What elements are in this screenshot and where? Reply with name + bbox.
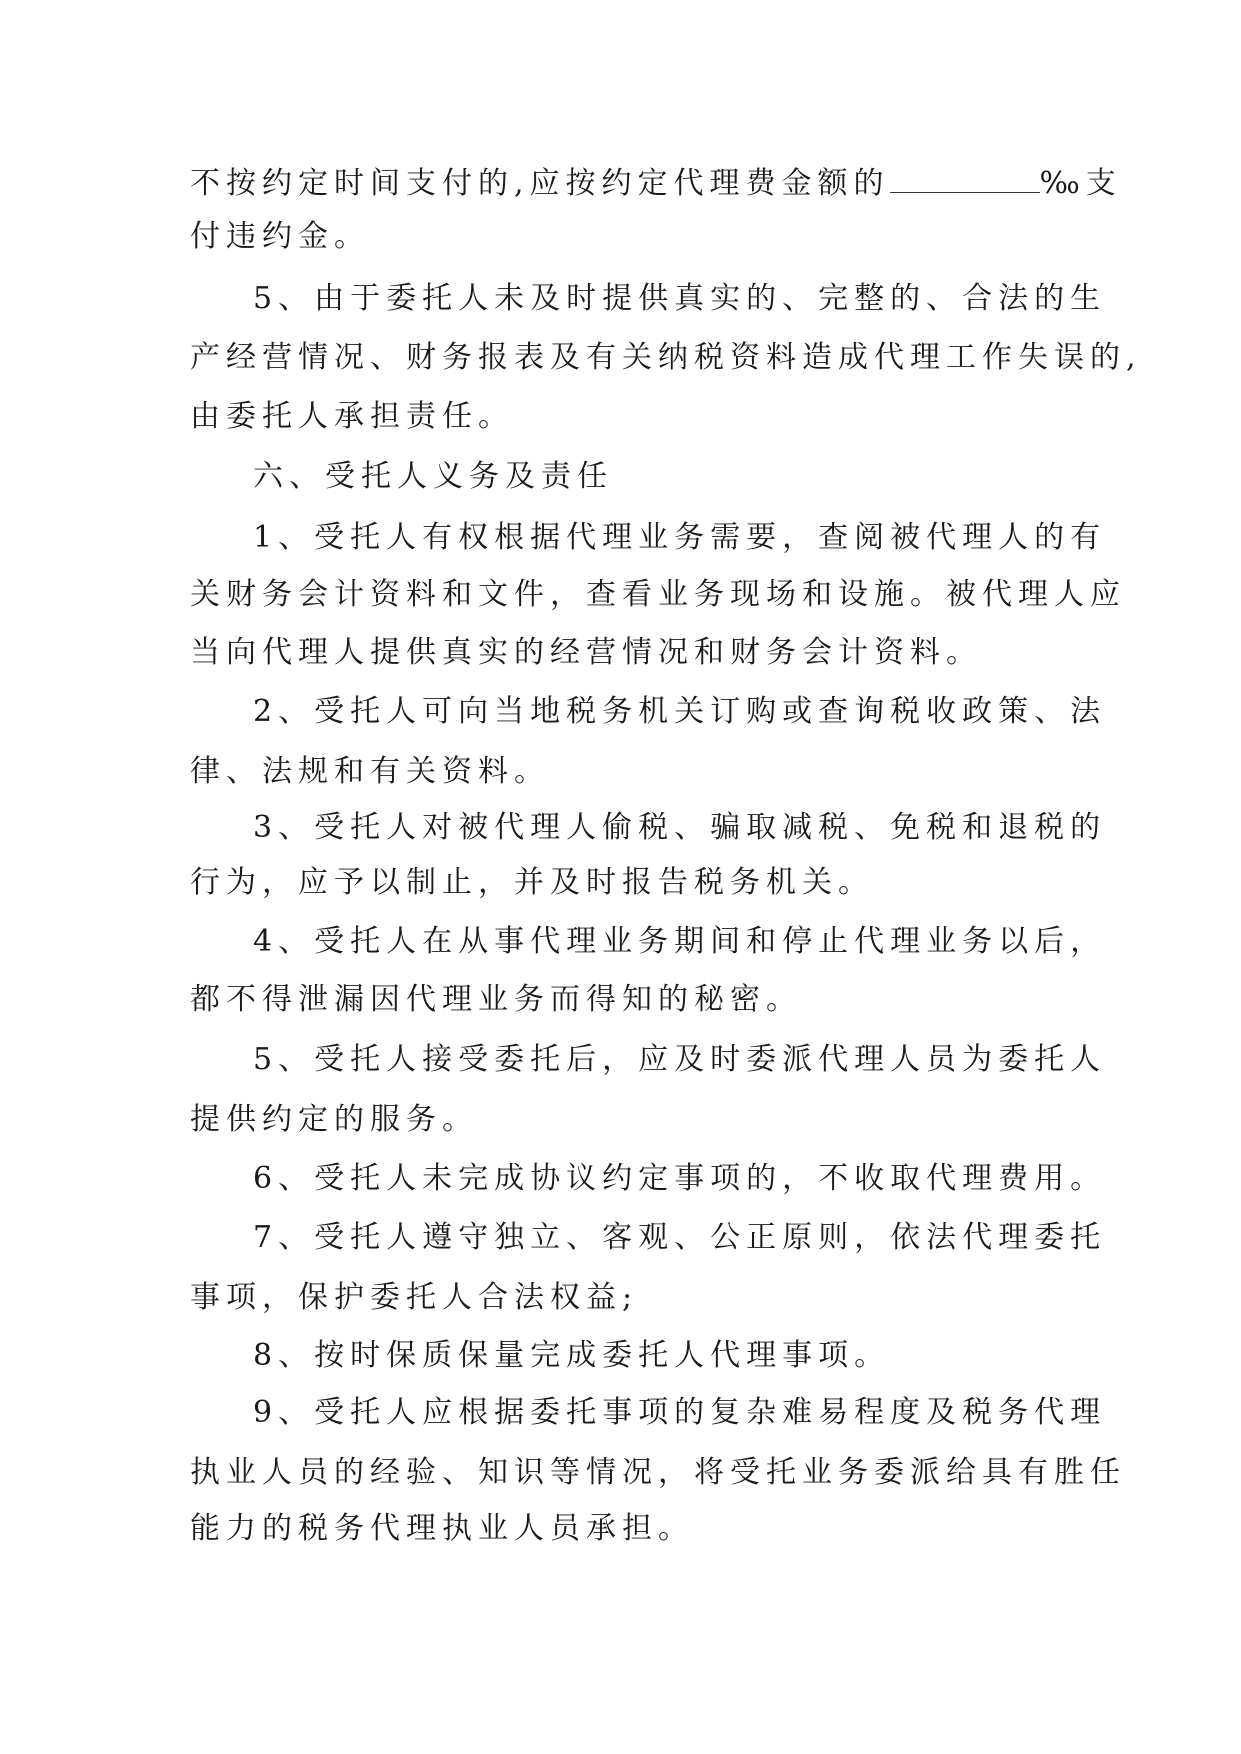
text-line: 产经营情况、财务报表及有关纳税资料造成代理工作失误的, xyxy=(190,340,1142,375)
paragraph-start: 1、受托人有权根据代理业务需要，查阅被代理人的有 xyxy=(253,520,1107,555)
text-line: 行为，应予以制止，并及时报告税务机关。 xyxy=(190,865,874,900)
paragraph-start: 8、按时保质保量完成委托人代理事项。 xyxy=(253,1338,891,1373)
text-line: 提供约定的服务。 xyxy=(190,1102,478,1137)
paragraph-start: 4、受托人在从事代理业务期间和停止代理业务以后， xyxy=(253,924,1107,959)
paragraph-start: 9、受托人应根据委托事项的复杂难易程度及税务代理 xyxy=(253,1395,1107,1430)
paragraph-start: 5、由于委托人未及时提供真实的、完整的、合法的生 xyxy=(253,281,1107,316)
paragraph-start: 3、受托人对被代理人偷税、骗取减税、免税和退税的 xyxy=(253,810,1107,845)
paragraph-start: 5、受托人接受委托后，应及时委派代理人员为委托人 xyxy=(253,1042,1107,1077)
paragraph-start: 2、受托人可向当地税务机关订购或查询税收政策、法 xyxy=(253,694,1107,729)
paragraph-start: 6、受托人未完成协议约定事项的，不收取代理费用。 xyxy=(253,1161,1107,1196)
text-line-1 xyxy=(190,158,1122,210)
paragraph-start: 7、受托人遵守独立、客观、公正原则，依法代理委托 xyxy=(253,1220,1107,1255)
text-line: 律、法规和有关资料。 xyxy=(190,754,550,789)
text-line: 能力的税务代理执业人员承担。 xyxy=(190,1511,694,1546)
text-line: 都不得泄漏因代理业务而得知的秘密。 xyxy=(190,982,802,1017)
text-line: 当向代理人提供真实的经营情况和财务会计资料。 xyxy=(190,635,982,670)
text-line: 事项，保护委托人合法权益; xyxy=(190,1280,639,1315)
text-segment: 不按约定时间支付的,应按约定代理费金额的 xyxy=(190,166,890,201)
section-heading: 六、受托人义务及责任 xyxy=(253,459,613,494)
text-line: 由委托人承担责任。 xyxy=(190,399,514,434)
text-line: 付违约金。 xyxy=(190,219,370,254)
text-line: 关财务会计资料和文件，查看业务现场和设施。被代理人应 xyxy=(190,577,1126,612)
text-line: 执业人员的经验、知识等情况，将受托业务委派给具有胜任 xyxy=(190,1455,1126,1490)
fill-in-blank xyxy=(890,162,1040,193)
text-segment: ‰支 xyxy=(1039,166,1122,201)
